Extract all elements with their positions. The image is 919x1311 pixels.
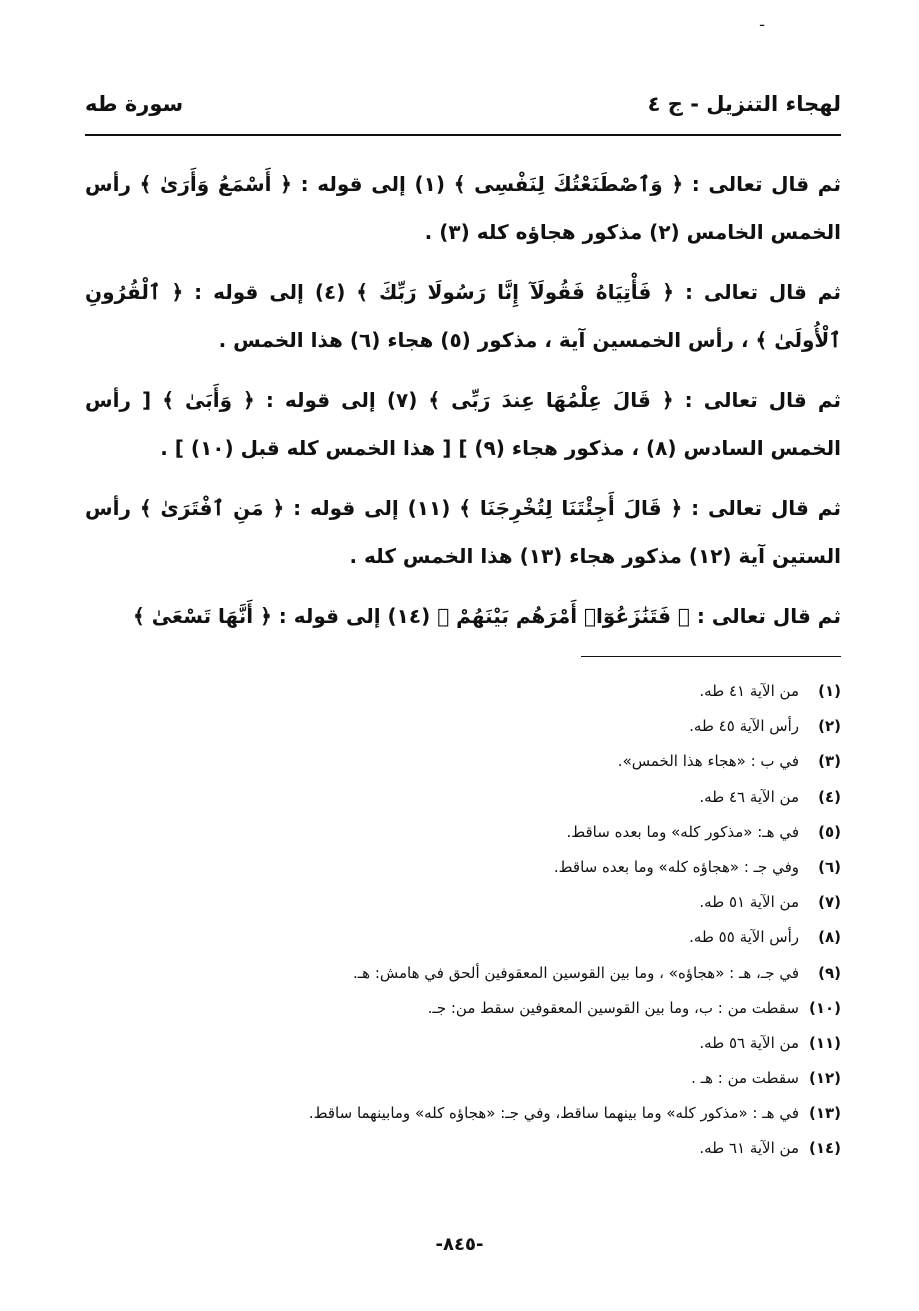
footnote-text: سقطت من : هـ . [691,1069,799,1088]
footnote [85,674,841,709]
footnotes [85,674,841,1167]
footnote-number: (٤) [818,787,841,806]
footnote-number: (١٢) [808,1069,841,1088]
footnote-number: (٨) [818,928,841,947]
footnote [85,744,841,779]
running-header [85,92,841,132]
paragraph-5: ثم قال تعالى : ﴿ فَتَنَٰزَعُوٓا۟ أَمْرَهُم بَيْنَهُمْ ﴾ (١٤) إلى قوله : ﴿ أَنَّهَا تَسْعَىٰ ﴾ [133,604,841,628]
footnote [85,1096,841,1131]
footnote-text: في هـ : «مذكور كله» وما بينهما ساقط، وفي جـ: «هجاؤه كله» ومابينهما ساقط. [308,1104,799,1123]
footnote-text: رأس الآية ٤٥ طه. [689,717,799,736]
surah-title: سورة طه [85,92,184,116]
footnote [85,991,841,1026]
footnote [85,1131,841,1166]
footnote-number: (٩) [818,963,841,982]
footnote-divider [581,656,841,657]
footnote-number: (٦) [818,857,841,876]
footnote-text: سقطت من : ب، وما بين القوسين المعقوفين سقط من: جـ. [427,998,799,1017]
footnote [85,709,841,744]
header-divider [85,134,841,136]
footnote-text: من الآية ٥١ طه. [699,893,799,912]
paragraph-2: ثم قال تعالى : ﴿ فَأْتِيَاهُ فَقُولَآ إِنَّا رَسُولَا رَبِّكَ ﴾ (٤) إلى قوله : ﴿ ٱلْقُرُونِ ٱلْأُولَىٰ ﴾ ، رأس الخمسين آية ، مذكور (٥) هجاء (٦) هذا الخمس . [85,280,841,352]
footnote-text: في هـ: «مذكور كله» وما بعده ساقط. [566,822,799,841]
footnote-text: في ب : «هجاء هذا الخمس». [617,752,799,771]
main-text [85,160,841,652]
footnote-number: (٢) [818,717,841,736]
footnote [85,956,841,991]
footnote-number: (٥) [818,822,841,841]
footnote-text: من الآية ٤٦ طه. [699,787,799,806]
footnote-text: في جـ، هـ : «هجاؤه» ، وما بين القوسين المعقوفين ألحق في هامش: هـ. [352,963,799,982]
footnote-text: رأس الآية ٥٥ طه. [689,928,799,947]
footnote-number: (٧) [818,893,841,912]
footnote [85,885,841,920]
footnote [85,780,841,815]
footnote-number: (١١) [808,1033,841,1052]
footnote [85,815,841,850]
footnote [85,1061,841,1096]
footnote-text: من الآية ٥٦ طه. [699,1033,799,1052]
paragraph-3: ثم قال تعالى : ﴿ قَالَ عِلْمُهَا عِندَ رَبِّى ﴾ (٧) إلى قوله : ﴿ وَأَبَىٰ ﴾ [ رأس الخمس السادس (٨) ، مذكور هجاء (٩) ] [ هذا الخمس كله قبل (١٠) ] . [85,388,842,460]
paragraph-1: ثم قال تعالى : ﴿ وَٱصْطَنَعْتُكَ لِنَفْسِى ﴾ (١) إلى قوله : ﴿ أَسْمَعُ وَأَرَىٰ ﴾ رأس الخمس الخامس (٢) مذكور هجاؤه كله (٣) . [85,172,841,244]
footnote-text: وفي جـ : «هجاؤه كله» وما بعده ساقط. [553,857,799,876]
corner-mark: ـ [760,14,765,30]
footnote-number: (١٠) [808,998,841,1017]
footnote-number: (١) [818,682,841,700]
paragraph-4: ثم قال تعالى : ﴿ قَالَ أَجِئْتَنَا لِتُخْرِجَنَا ﴾ (١١) إلى قوله : ﴿ مَنِ ٱفْتَرَىٰ ﴾ رأس الستين آية (١٢) مذكور هجاء (١٣) هذا الخمس كله . [85,496,842,568]
footnote-text: من الآية ٦١ طه. [699,1139,799,1158]
footnote-number: (٣) [818,752,841,771]
footnote [85,920,841,955]
footnote [85,1026,841,1061]
book-title: لهجاء التنزيل - ج ٤ [647,92,841,116]
footnote-number: (١٤) [808,1139,841,1158]
footnote-text: من الآية ٤١ طه. [699,682,799,700]
page-number: -٨٤٥- [435,1234,484,1255]
footnote [85,850,841,885]
footnote-number: (١٣) [808,1104,841,1123]
